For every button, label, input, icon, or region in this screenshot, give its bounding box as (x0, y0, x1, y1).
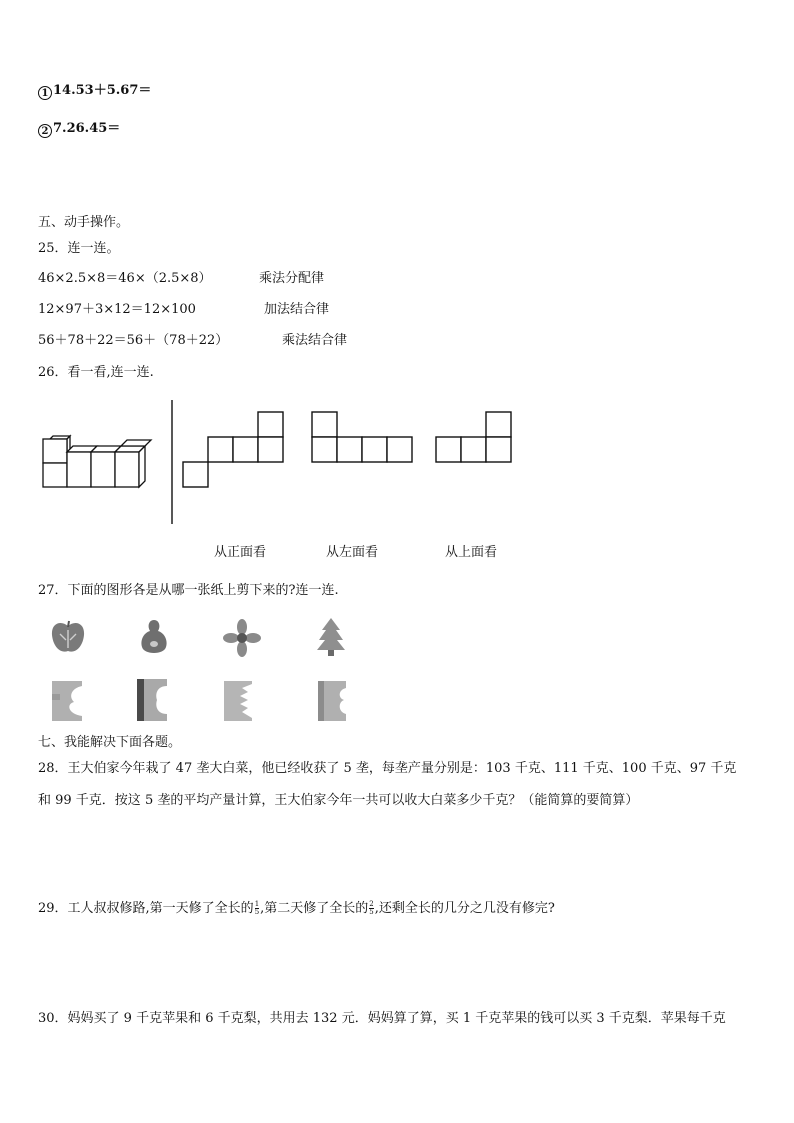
circled-number-1: 1 (38, 86, 52, 100)
section-title-7: 七、我能解决下面各题。 (38, 735, 182, 750)
view-label-front: 从正面看 (214, 545, 267, 560)
cube-stack-3d (40, 434, 155, 492)
q25-expression-1: 46×2.5×8＝46×（2.5×8） (38, 271, 212, 286)
paper-piece-2 (135, 678, 169, 722)
q25-law-3: 乘法结合律 (282, 333, 348, 348)
calc-item-2: 2 7.26.45＝ (38, 120, 120, 138)
vertical-divider (170, 400, 174, 524)
q26-title: 26．看一看,连一连. (38, 365, 154, 380)
paper-piece-3 (222, 680, 254, 722)
view-option-3 (435, 410, 515, 468)
q30-line-1: 30．妈妈买了 9 千克苹果和 6 千克梨，共用去 132 元．妈妈算了算，买 1 千克苹果的钱可以买 3 千克梨．苹果每千克 (38, 1011, 726, 1026)
q27-title: 27．下面的图形各是从哪一张纸上剪下来的?连一连. (38, 583, 339, 598)
q25-expression-3: 56＋78＋22＝56＋（78＋22） (38, 333, 229, 348)
circled-number-2: 2 (38, 124, 52, 138)
view-option-2 (311, 410, 415, 468)
view-label-top: 从上面看 (445, 545, 498, 560)
q25-law-2: 加法结合律 (264, 302, 330, 317)
paper-piece-4 (316, 680, 350, 722)
paper-piece-1 (50, 680, 84, 722)
q25-law-1: 乘法分配律 (259, 271, 325, 286)
calc-item-1: 1 14.53＋5.67＝ (38, 82, 151, 100)
q28-line-1: 28．王大伯家今年栽了 47 垄大白菜，他已经收获了 5 垄，每垄产量分别是：103 千克、111 千克、100 千克、97 千克 (38, 761, 737, 776)
q29-text: 29．工人叔叔修路,第一天修了全长的 $\frac{1}{5}$ ,第二天修了全长的 $\frac{2}{5}$ ,还剩全长的几分之几没有修完? (38, 900, 555, 916)
tree-icon (314, 616, 348, 658)
gourd-icon (137, 617, 171, 657)
q25-title: 25．连一连。 (38, 241, 120, 256)
q28-line-2: 和 99 千克．按这 5 垄的平均产量计算，王大伯家今年一共可以收大白菜多少千克？（能简算的要简算） (38, 793, 639, 808)
q25-expression-2: 12×97＋3×12＝12×100 (38, 302, 196, 317)
section-title-5: 五、动手操作。 (38, 215, 130, 230)
flower-icon (222, 618, 262, 658)
view-option-1 (182, 410, 286, 492)
fraction-1: $\frac{1}{5}$ (254, 900, 260, 916)
apple-icon (49, 618, 87, 656)
fraction-2: $\frac{2}{5}$ (369, 900, 374, 916)
view-label-left: 从左面看 (326, 545, 379, 560)
